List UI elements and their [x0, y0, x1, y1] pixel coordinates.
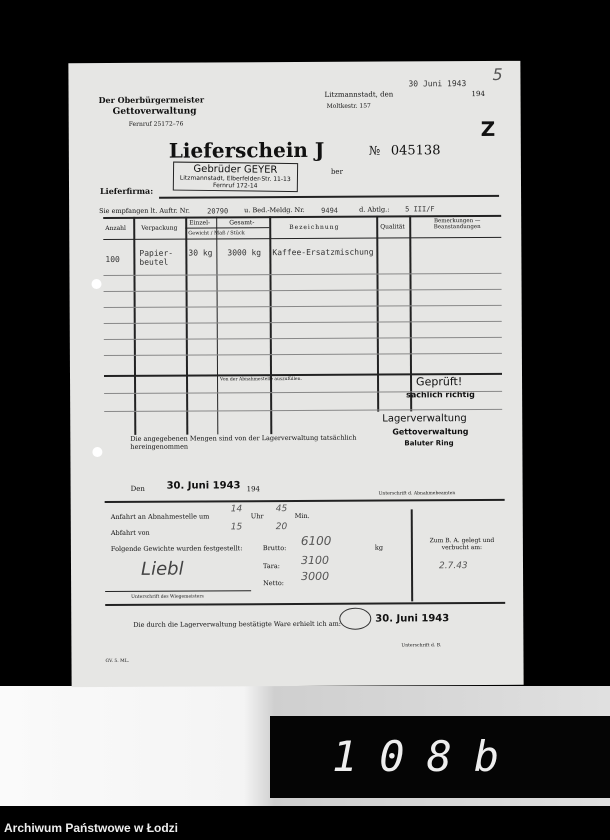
- departure-hour: 15: [230, 522, 243, 533]
- delivery-note: [68, 61, 523, 687]
- page-mark: 5: [492, 64, 503, 84]
- cell-anzahl: 100: [105, 254, 120, 264]
- header-anzahl: Anzahl: [105, 224, 126, 232]
- stamp-line3: Fernruf 172-14: [212, 182, 258, 190]
- brutto-value: 6100: [300, 533, 332, 548]
- bed-number: 9494: [321, 206, 339, 215]
- baluter-stamp: Baluter Ring: [404, 439, 454, 448]
- lager-stamp: Lagerverwaltung: [382, 413, 467, 425]
- issuer-phone: Fernruf 25172–76: [128, 120, 184, 128]
- arrival-min: 45: [275, 504, 288, 515]
- table-rule: [103, 273, 501, 276]
- ber-text: ber: [330, 167, 343, 176]
- weighmaster-signature: Liebl: [140, 558, 184, 580]
- header-qualitaet: Qualität: [380, 223, 405, 231]
- confirm-year: 194: [246, 485, 260, 494]
- departure-label: Abfahrt von: [110, 528, 150, 537]
- form-code: GV. 5. ML.: [105, 658, 130, 665]
- table-rule: [104, 337, 502, 340]
- order-number: 20790: [207, 207, 229, 216]
- table-rule: [104, 353, 502, 356]
- arrival-hour: 14: [230, 504, 243, 515]
- date-value: 30 Juni 1943: [408, 79, 467, 89]
- arrival-label: Anfahrt an Abnahmestelle um: [110, 512, 210, 521]
- cell-gesamt: 3000 kg: [227, 248, 262, 258]
- order-label: Sie empfangen lt. Auftr. Nr.: [99, 206, 190, 216]
- place-label: Litzmannstadt, den: [324, 90, 394, 99]
- gepruft-stamp: Geprüft!: [416, 375, 463, 389]
- header-bezeichnung: Bezeichnung: [289, 223, 340, 232]
- archive-label: Archiwum Państwowe w Łodzi: [4, 821, 179, 835]
- booking-date: 2.7.43: [438, 561, 468, 572]
- table-rule: [104, 289, 502, 292]
- table-rule: [104, 321, 502, 324]
- supplier-stamp: [173, 162, 298, 193]
- uhr-label: Uhr: [250, 512, 264, 521]
- receipt-text: Die durch die Lagerverwaltung bestätigte Ware erhielt ich am:: [133, 619, 341, 629]
- stamp-line1: Gebrüder GEYER: [193, 163, 278, 176]
- header-gewicht: Gewicht / Maß / Stück: [188, 230, 245, 237]
- document-number: 045138: [390, 143, 441, 159]
- issuer-line1: Der Oberbürgermeister: [98, 94, 205, 106]
- header-bemerkungen: Bemerkungen — Beanstandungen: [433, 218, 481, 231]
- abt-value: 5 III/F: [405, 205, 435, 214]
- abnahme-sig-caption: Unterschrift d. Abnahmebeamten: [378, 491, 456, 497]
- year-prefix: 194: [471, 90, 485, 99]
- punch-hole: [92, 447, 102, 457]
- den-label: Den: [130, 484, 145, 493]
- receipt-initials-mark: [339, 608, 371, 630]
- cell-bezeichnung: Kaffee-Ersatzmischung: [272, 247, 374, 258]
- receipt-date: 30. Juni 1943: [375, 613, 450, 625]
- header-verpackung: Verpackung: [141, 224, 178, 232]
- cell-einzel: 30 kg: [188, 248, 213, 258]
- supplier-label: Lieferfirma:: [100, 185, 154, 197]
- confirm-text: Die angegebenen Mengen sind von der Lagerverwaltung tatsächlich hereingenommen: [130, 433, 357, 451]
- issuer-line2: Gettoverwaltung: [112, 106, 197, 117]
- number-prefix: №: [368, 143, 381, 158]
- header-einzel: Einzel-: [189, 219, 211, 227]
- punch-hole: [92, 279, 102, 289]
- table-rule: [104, 409, 502, 412]
- booking-label: Zum B. A. gelegt und verbucht am:: [429, 536, 495, 552]
- section-note: Von der Abnahmestelle auszufüllen.: [220, 376, 302, 383]
- tara-label: Tara:: [262, 562, 280, 571]
- street: Moltkestr. 157: [326, 102, 371, 110]
- sachlich-stamp: sachlich richtig: [406, 390, 475, 400]
- min-label: Min.: [294, 511, 310, 521]
- confirm-date: 30. Juni 1943: [166, 480, 241, 492]
- bed-label: u. Bed.-Meldg. Nr.: [244, 205, 305, 215]
- letter-mark: Z: [480, 116, 496, 142]
- frame-counter-panel: [270, 716, 610, 798]
- weighmaster-sig-caption: Unterschrift des Wiegemeisters: [131, 594, 204, 600]
- departure-min: 20: [275, 522, 288, 533]
- stamp-line2: Litzmannstadt, Elberfelder-Str. 11-13: [179, 174, 291, 183]
- netto-label: Netto:: [263, 579, 284, 588]
- getto-stamp: Gettoverwaltung: [392, 427, 469, 437]
- table-rule: [104, 305, 502, 308]
- cell-verpackung: Papier-beutel: [139, 248, 174, 267]
- receipt-sig-caption: Unterschrift d. B.: [401, 643, 442, 649]
- title: Lieferschein J: [168, 137, 325, 163]
- header-gesamt: Gesamt-: [229, 219, 255, 227]
- brutto-label: Brutto:: [262, 544, 287, 553]
- frame-counter: 108b: [332, 732, 522, 781]
- netto-value: 3000: [301, 569, 330, 583]
- weights-label: Folgende Gewichte wurden festgestellt:: [110, 544, 243, 553]
- tara-value: 3100: [300, 553, 330, 567]
- kg-label: kg: [374, 543, 384, 552]
- abt-label: d. Abtlg.:: [359, 205, 390, 214]
